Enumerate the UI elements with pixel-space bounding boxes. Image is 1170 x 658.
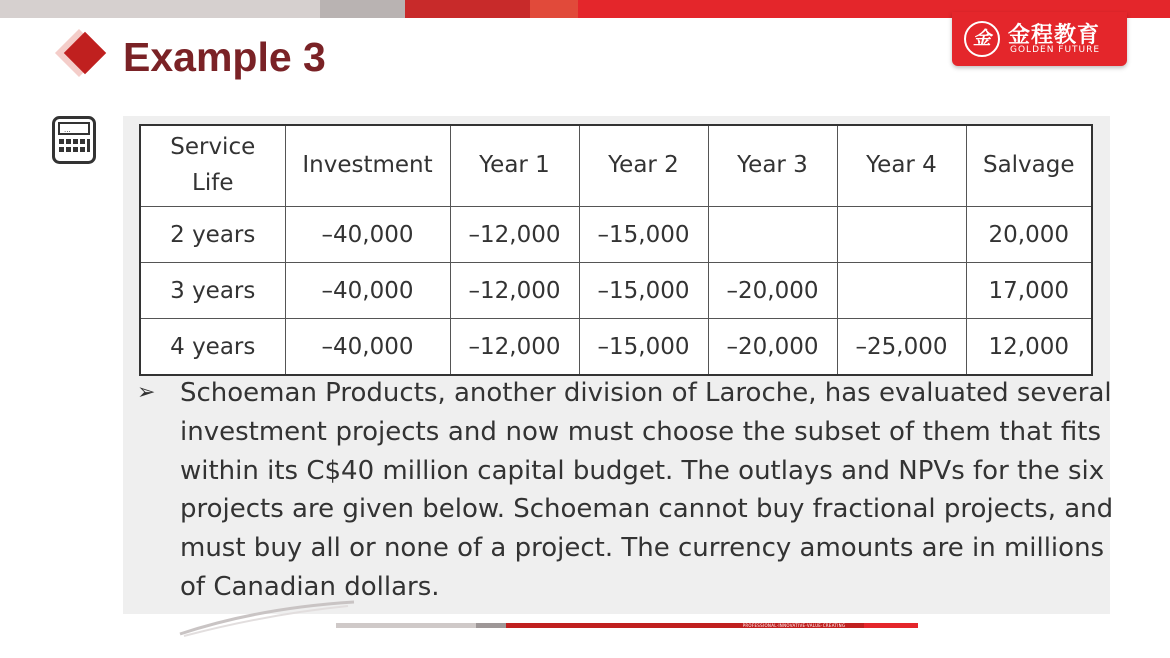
table-body — [140, 207, 1092, 376]
table-row — [140, 207, 1092, 263]
footer-bar-segment — [506, 623, 724, 628]
paragraph-line: within its C$40 million capital budget. The outlays and NPVs for the six — [180, 455, 1105, 486]
table-header-row — [140, 125, 1092, 207]
logo-chinese-name: 金程教育 — [1008, 23, 1101, 48]
table-cell: –12,000 — [450, 263, 579, 319]
golden-future-logo — [952, 12, 1127, 66]
table-cell: –12,000 — [450, 207, 579, 263]
column-header: Service Life — [140, 125, 285, 207]
footer-bar-segment — [476, 623, 506, 628]
calculator-icon — [52, 116, 96, 164]
table-cell: 4 years — [140, 319, 285, 376]
paragraph-line: investment projects and now must choose the subset of them that fits — [180, 416, 1101, 447]
table-cell: –40,000 — [285, 319, 450, 376]
table-cell — [708, 207, 837, 263]
footer-bar-segment — [864, 623, 918, 628]
decorative-swoosh — [178, 598, 358, 638]
footer-bar-segment — [336, 623, 476, 628]
table-cell: –20,000 — [708, 263, 837, 319]
problem-description — [180, 374, 1114, 607]
column-header: Year 2 — [579, 125, 708, 207]
table-row — [140, 263, 1092, 319]
column-header: Year 4 — [837, 125, 966, 207]
column-header: Salvage — [966, 125, 1092, 207]
table-cell: 20,000 — [966, 207, 1092, 263]
table-cell — [837, 263, 966, 319]
table-cell: –40,000 — [285, 263, 450, 319]
table-cell: 2 years — [140, 207, 285, 263]
paragraph-line: of Canadian dollars. — [180, 571, 440, 602]
table-cell: 17,000 — [966, 263, 1092, 319]
column-header: Investment — [285, 125, 450, 207]
table-cell: –12,000 — [450, 319, 579, 376]
footer-slogan: PROFESSIONAL·INNOVATIVE·VALUE·CREATING — [742, 623, 846, 628]
table-cell: 3 years — [140, 263, 285, 319]
logo-english-name: GOLDEN FUTURE — [1010, 45, 1101, 55]
table-cell: –15,000 — [579, 319, 708, 376]
table-cell: –25,000 — [837, 319, 966, 376]
table-cell: –15,000 — [579, 207, 708, 263]
bullet-arrow-icon: ➢ — [137, 380, 156, 405]
table-cell: –40,000 — [285, 207, 450, 263]
table-cell: 12,000 — [966, 319, 1092, 376]
table-cell — [837, 207, 966, 263]
column-header: Year 1 — [450, 125, 579, 207]
column-header: Year 3 — [708, 125, 837, 207]
cash-flow-table — [139, 124, 1093, 376]
paragraph-line: must buy all or none of a project. The currency amounts are in millions — [180, 533, 1105, 564]
page-title: Example 3 — [123, 34, 326, 80]
paragraph-line: projects are given below. Schoeman cannot buy fractional projects, and — [180, 494, 1114, 525]
svg-text:...: ... — [64, 126, 71, 134]
table-cell: –20,000 — [708, 319, 837, 376]
paragraph-line: Schoeman Products, another division of Laroche, has evaluated several — [180, 378, 1112, 408]
table-cell: –15,000 — [579, 263, 708, 319]
table-row — [140, 319, 1092, 376]
logo-seal-icon: 金 — [964, 21, 1000, 57]
